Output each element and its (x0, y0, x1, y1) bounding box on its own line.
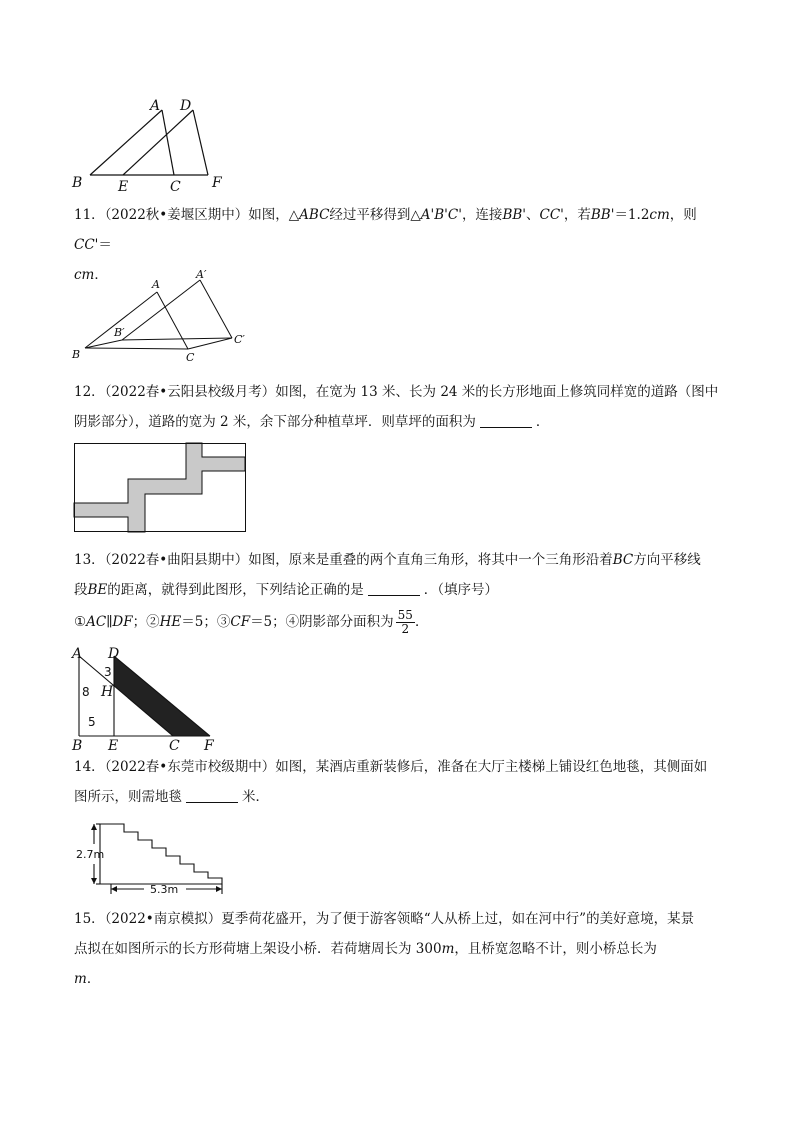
question-12-line1 (74, 377, 724, 407)
segment-ba (90, 110, 162, 175)
text: ；② (132, 614, 160, 630)
segment-ed (123, 110, 193, 175)
text: ＝ (98, 237, 112, 253)
text: 图所示，则需地毯 (74, 789, 182, 805)
width-label: 5.3m (150, 883, 179, 896)
question-13 (74, 545, 724, 637)
question-14-line2 (74, 782, 724, 812)
text: 方向平移线 (633, 552, 701, 568)
height-label: 2.7m (76, 848, 105, 861)
text: ，则 (669, 207, 697, 223)
unit: m (441, 941, 455, 957)
label-e: E (108, 738, 119, 754)
label-f: F (204, 738, 214, 754)
var: A'B'C' (420, 207, 462, 223)
question-15 (74, 904, 724, 994)
question-15-line3 (74, 964, 724, 994)
answer-blank (368, 581, 420, 596)
text: ． (94, 267, 108, 283)
label-a: A (152, 278, 160, 291)
question-number: 11． (74, 207, 105, 223)
question-number: 14． (74, 759, 105, 775)
var: CC' (539, 207, 564, 223)
text: 经过平移得到△ (329, 207, 421, 223)
var: BE (87, 582, 108, 598)
label-b: B (72, 738, 83, 754)
text: ，连接 (461, 207, 503, 223)
text: 段 (74, 582, 88, 598)
label-a: A (72, 646, 83, 662)
label-a-prime: A′ (196, 268, 207, 281)
question-13-line2 (74, 575, 724, 605)
figure-triangle-abc-translation (70, 268, 260, 364)
question-13-options (74, 607, 724, 637)
unit: cm (649, 207, 670, 223)
question-12-line2 (74, 407, 724, 437)
question-15-line1 (74, 904, 724, 934)
text: ，若 (563, 207, 591, 223)
label-a: A (150, 98, 161, 114)
text: ．（填序号） (423, 582, 499, 598)
text: ，且桥宽忽略不计，则小桥总长为 (454, 941, 657, 957)
question-source: （2022•南京模拟） (104, 911, 222, 927)
text: ． (414, 614, 429, 630)
text: ＝1.2 (614, 207, 650, 223)
label-c: C (169, 738, 180, 754)
label-8: 8 (82, 685, 90, 699)
var: CF (230, 614, 251, 630)
label-f: F (212, 175, 222, 191)
question-13-line1 (74, 545, 724, 575)
text: 阴影部分），道路的宽为 2 米，余下部分种植草坪．则草坪的面积为 (74, 414, 476, 430)
text: ． (86, 971, 101, 987)
label-d: D (180, 98, 192, 114)
label-5: 5 (88, 715, 96, 729)
fraction-numerator: 55 (397, 608, 413, 622)
fraction (396, 609, 415, 636)
road-shaded (74, 443, 245, 532)
question-14-line1 (74, 752, 724, 782)
label-c: C (186, 351, 195, 364)
text: 如图，在宽为 13 米、长为 24 米的长方形地面上修筑同样宽的道路（图中 (275, 384, 719, 400)
question-source: （2022秋•姜堰区期中） (104, 207, 249, 223)
label-c: C (170, 179, 181, 195)
question-number: 12． (74, 384, 105, 400)
question-15-line2 (74, 934, 724, 964)
text: ＝5；④阴影部分面积为 (250, 614, 394, 630)
var: BB' (590, 207, 615, 223)
unit: cm (74, 267, 95, 283)
var: AC∥DF (86, 614, 133, 630)
question-12 (74, 377, 724, 437)
label-d: D (108, 646, 120, 662)
var: HE (159, 614, 182, 630)
question-11-line1 (74, 200, 724, 260)
label-e: E (118, 179, 129, 195)
text: 如图，原来是重叠的两个直角三角形，将其中一个三角形沿着 (248, 552, 613, 568)
fraction-denominator: 2 (401, 622, 410, 636)
unit: m (74, 971, 87, 987)
figure-triangles-translation (70, 96, 240, 196)
text: 米． (242, 789, 269, 805)
figure-right-triangles (70, 646, 230, 752)
text: ． (535, 414, 550, 430)
question-source: （2022春•云阳县校级月考） (104, 384, 276, 400)
text: 夏季荷花盛开，为了便于游客领略“人从桥上过，如在河中行”的美好意境，某景 (221, 911, 695, 927)
figure-rectangle-road (74, 443, 247, 533)
label-b: B (72, 348, 81, 361)
question-number: 13． (74, 552, 105, 568)
var: CC' (74, 237, 99, 253)
question-14 (74, 752, 724, 812)
answer-blank (480, 413, 532, 428)
text: ＝5；③ (181, 614, 231, 630)
text: 点拟在如图所示的长方形荷塘上架设小桥．若荷塘周长为 300 (74, 941, 442, 957)
label-b-prime: B′ (114, 326, 125, 339)
var: BB' (502, 207, 526, 223)
answer-blank (186, 788, 238, 803)
text: 的距离，就得到此图形，下列结论正确的是 (107, 582, 364, 598)
label-h: H (101, 684, 114, 700)
label-3: 3 (104, 665, 112, 679)
text: 如图，△ (248, 207, 300, 223)
question-source: （2022春•东莞市校级期中） (104, 759, 276, 775)
text: ① (74, 614, 87, 630)
label-b: B (72, 175, 83, 191)
question-number: 15． (74, 911, 105, 927)
stair-profile (100, 824, 222, 884)
segment-df (193, 110, 208, 175)
figure-staircase (74, 820, 226, 896)
text: 如图，某酒店重新装修后，准备在大厅主楼梯上铺设红色地毯，其侧面如 (275, 759, 708, 775)
text: 、 (526, 207, 540, 223)
segment-ac (162, 110, 174, 175)
question-source: （2022春•曲阳县期中） (104, 552, 249, 568)
var: ABC (299, 207, 330, 223)
var: BC (612, 552, 634, 568)
label-c-prime: C′ (234, 333, 245, 346)
